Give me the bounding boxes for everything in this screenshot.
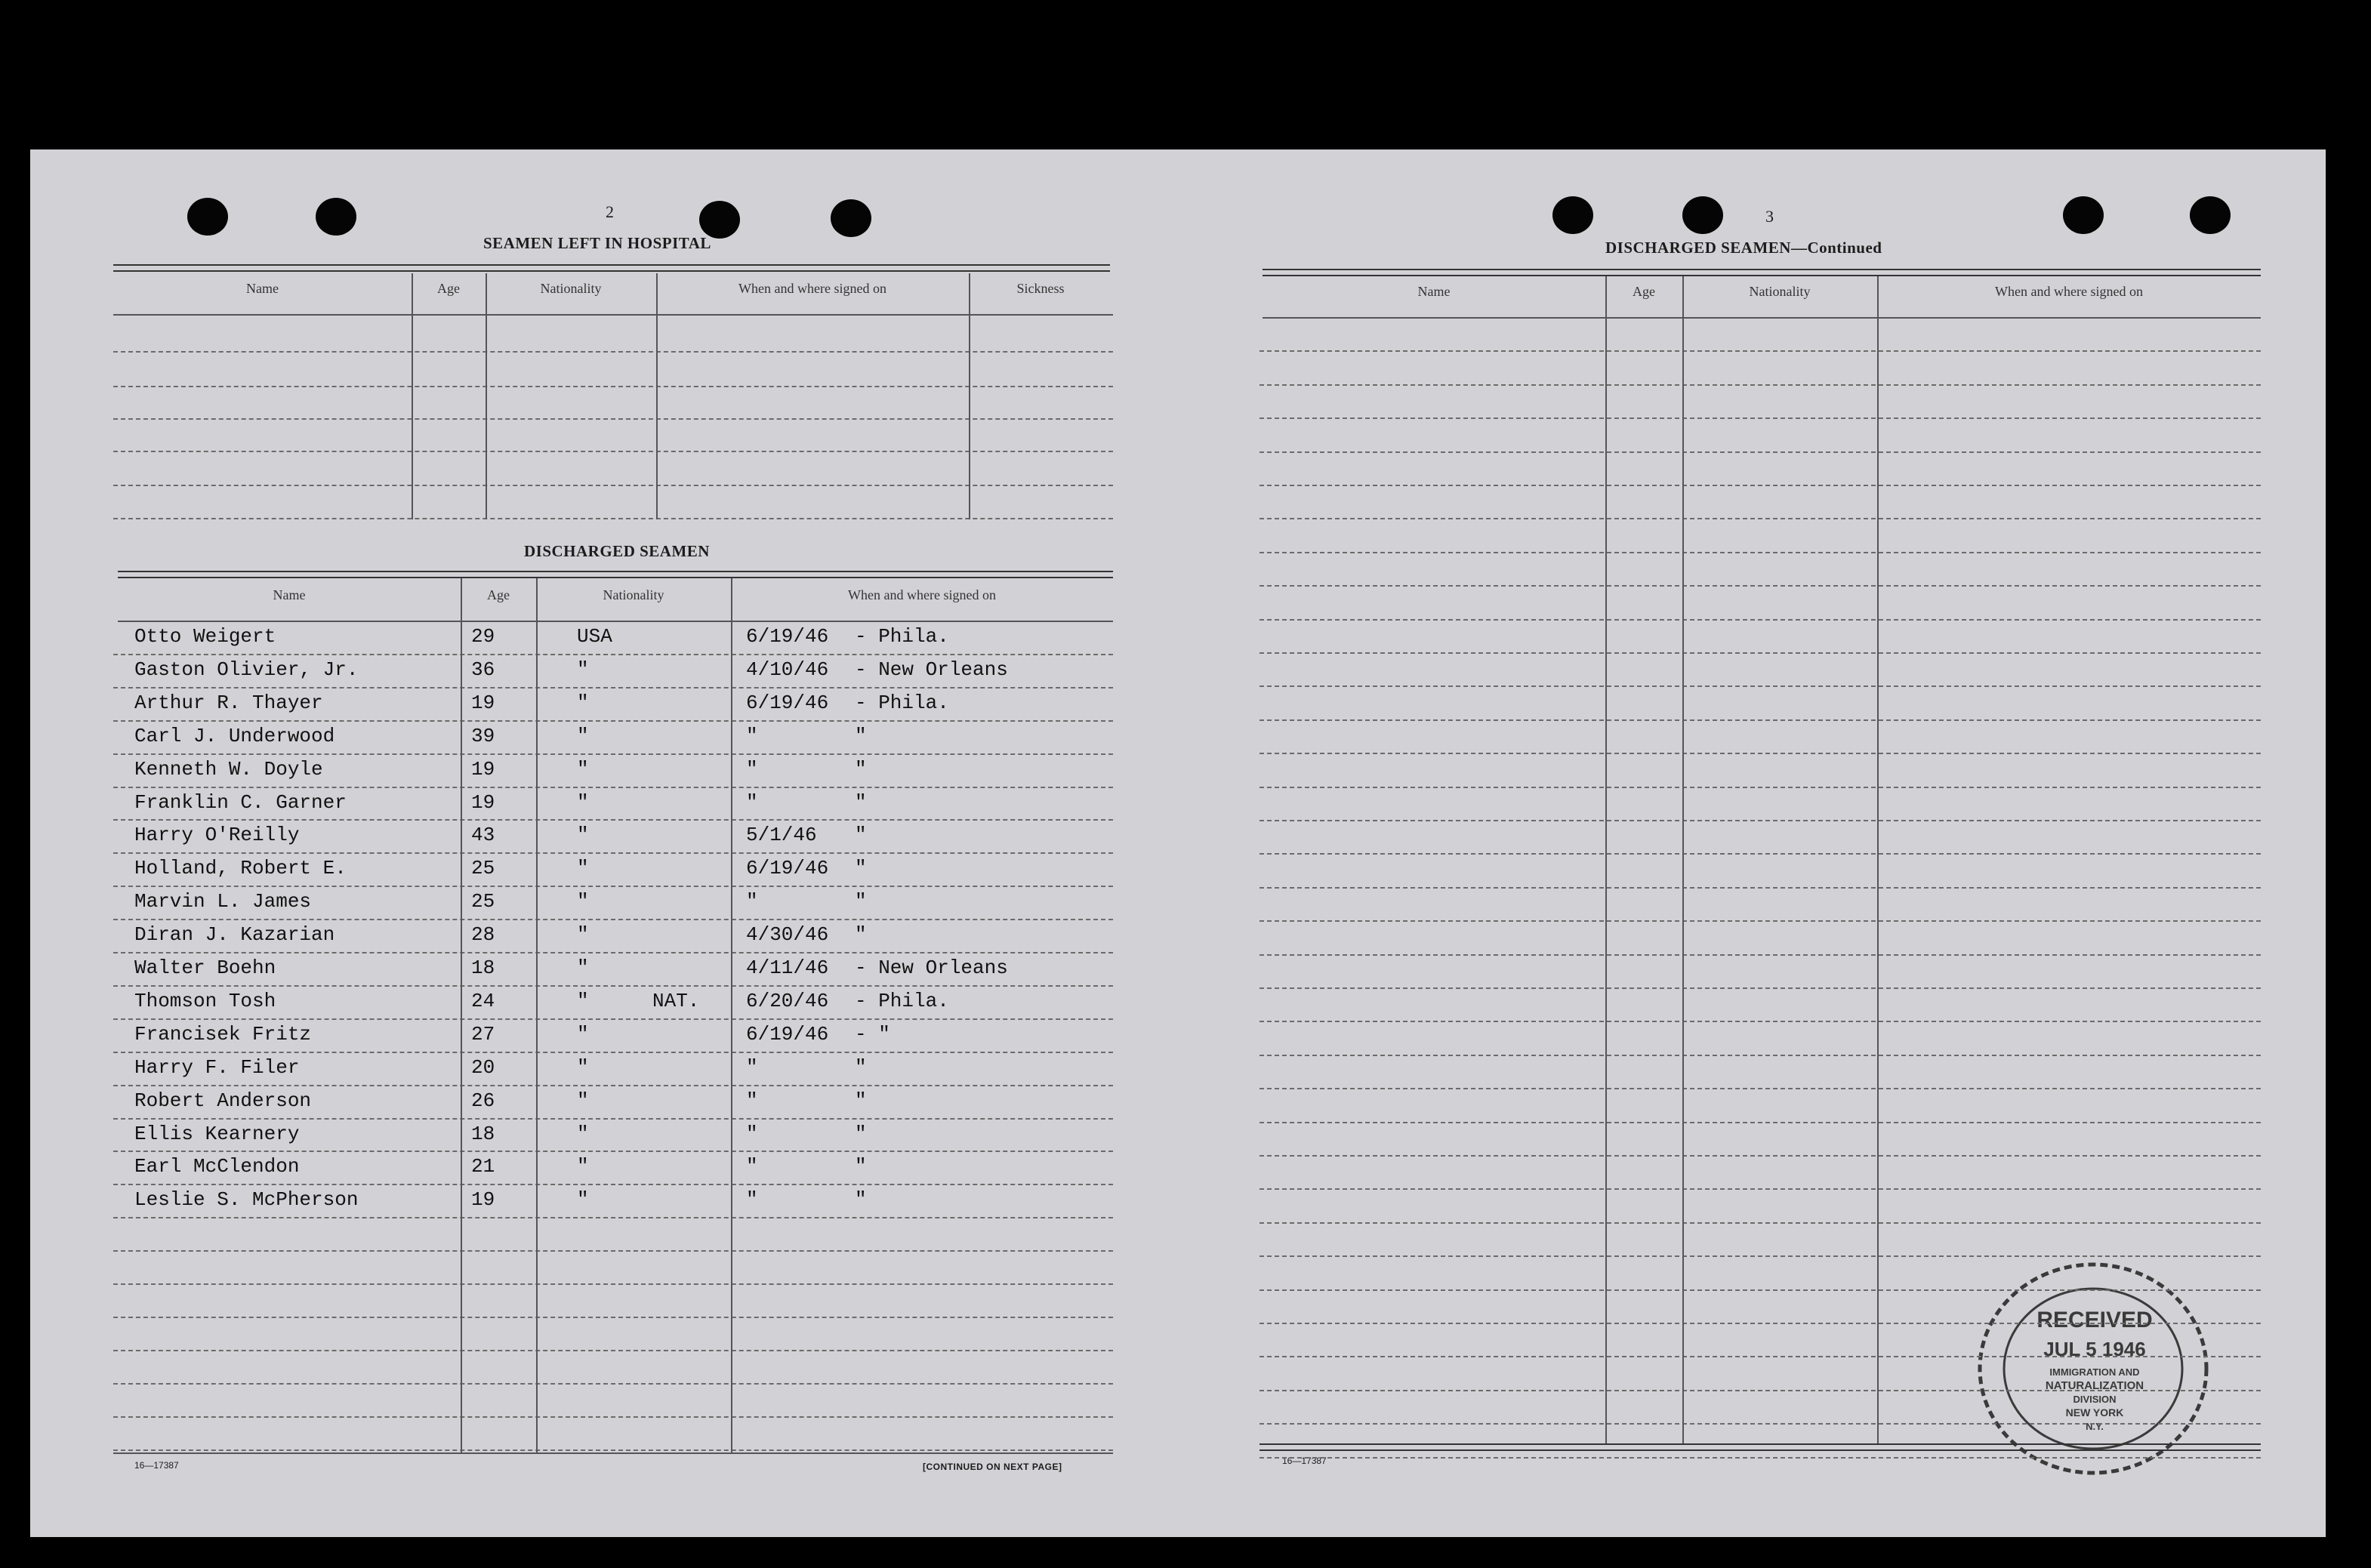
col-header-signed-on: When and where signed on <box>738 281 886 296</box>
stamp-date-text: JUL 5 1946 <box>2043 1338 2146 1360</box>
row-line <box>113 1283 1113 1285</box>
row-line <box>1259 920 2261 922</box>
row-line <box>1259 1155 2261 1157</box>
column-divider <box>656 273 658 519</box>
stamp-line-text: DIVISION <box>2073 1394 2117 1405</box>
row-date-cell: 5/1/46 <box>746 824 817 846</box>
row-line <box>113 1151 1113 1152</box>
row-line <box>1259 451 2261 453</box>
row-name-cell: Harry O'Reilly <box>134 824 300 846</box>
row-place-cell: " <box>855 791 867 814</box>
row-name-cell: Marvin L. James <box>134 890 312 913</box>
row-date-cell: " <box>746 1089 758 1112</box>
row-age-cell: 25 <box>471 857 495 879</box>
row-line <box>1259 485 2261 486</box>
row-line <box>1259 652 2261 654</box>
row-place-cell: - " <box>855 1023 890 1046</box>
row-line <box>1259 1021 2261 1022</box>
row-nationality-cell: " <box>577 1123 589 1145</box>
row-line <box>113 919 1113 920</box>
punch-hole <box>2063 196 2104 234</box>
row-line <box>1259 1222 2261 1224</box>
row-line <box>1259 787 2261 788</box>
column-divider <box>412 273 413 519</box>
col-header-name: Name <box>273 587 306 602</box>
row-line <box>113 1217 1113 1218</box>
row-name-cell: Otto Weigert <box>134 625 276 648</box>
row-line <box>113 1184 1113 1185</box>
row-date-cell: 6/19/46 <box>746 1023 829 1046</box>
punch-hole <box>831 199 871 237</box>
row-nationality-cell: " <box>577 725 589 747</box>
row-place-cell: " <box>855 758 867 781</box>
row-line <box>113 1085 1113 1086</box>
row-line <box>1259 753 2261 754</box>
row-line <box>113 985 1113 987</box>
row-nationality-cell: " <box>577 1023 589 1046</box>
row-nationality-cell: " <box>577 824 589 846</box>
row-place-cell: " <box>855 890 867 913</box>
row-line <box>1259 619 2261 621</box>
punch-hole <box>187 198 228 236</box>
row-line <box>113 1350 1113 1351</box>
row-line <box>113 1018 1113 1020</box>
row-line <box>1259 1356 2261 1357</box>
form-number: 16—17387 <box>1282 1456 1327 1466</box>
row-date-cell: " <box>746 1123 758 1145</box>
stamp-line-text: N.Y. <box>2086 1421 2104 1432</box>
row-place-cell: " <box>855 1188 867 1211</box>
row-age-cell: 26 <box>471 1089 495 1112</box>
row-age-cell: 43 <box>471 824 495 846</box>
row-name-cell: Thomson Tosh <box>134 990 276 1012</box>
row-nationality-cell: " <box>577 1188 589 1211</box>
row-line <box>1259 1188 2261 1190</box>
col-header-signed-on: When and where signed on <box>1995 284 2143 299</box>
row-date-cell: 6/19/46 <box>746 692 829 714</box>
row-name-cell: Ellis Kearnery <box>134 1123 300 1145</box>
hospital-section-title: SEAMEN LEFT IN HOSPITAL <box>483 234 711 252</box>
column-divider <box>486 273 487 519</box>
row-age-cell: 29 <box>471 625 495 648</box>
row-nationality-cell: " <box>577 1056 589 1079</box>
discharged-table-top-rule <box>118 571 1113 578</box>
page-number: 2 <box>606 202 614 221</box>
row-line <box>1259 1255 2261 1257</box>
row-line <box>113 753 1113 755</box>
row-name-cell: Francisek Fritz <box>134 1023 312 1046</box>
row-line <box>113 1118 1113 1120</box>
row-age-cell: 36 <box>471 658 495 681</box>
row-date-cell: " <box>746 758 758 781</box>
row-date-cell: 4/11/46 <box>746 957 829 979</box>
row-age-cell: 27 <box>471 1023 495 1046</box>
row-place-cell: " <box>855 923 867 946</box>
row-line <box>113 1317 1113 1318</box>
row-line <box>113 1250 1113 1252</box>
row-place-cell: - New Orleans <box>855 957 1008 979</box>
row-nationality-cell: " <box>577 890 589 913</box>
row-place-cell: - Phila. <box>855 990 949 1012</box>
row-name-cell: Carl J. Underwood <box>134 725 335 747</box>
column-divider <box>536 578 538 1452</box>
row-name-cell: Holland, Robert E. <box>134 857 347 879</box>
row-name-cell: Harry F. Filer <box>134 1056 300 1079</box>
stamp-line-text: IMMIGRATION AND <box>2049 1366 2140 1378</box>
column-divider <box>1877 276 1879 1443</box>
row-line <box>1259 1457 2261 1459</box>
row-line <box>113 518 1113 519</box>
row-line <box>1259 1122 2261 1123</box>
row-age-cell: 19 <box>471 692 495 714</box>
col-header-nationality: Nationality <box>540 281 602 296</box>
column-divider <box>969 273 970 519</box>
header-divider <box>113 314 1113 316</box>
row-age-cell: 19 <box>471 758 495 781</box>
col-header-name: Name <box>246 281 279 296</box>
row-line <box>113 819 1113 821</box>
row-line <box>1259 384 2261 386</box>
row-name-cell: Walter Boehn <box>134 957 276 979</box>
row-name-cell: Earl McClendon <box>134 1155 300 1178</box>
row-line <box>1259 585 2261 587</box>
row-date-cell: 6/20/46 <box>746 990 829 1012</box>
row-age-cell: 24 <box>471 990 495 1012</box>
row-line <box>1259 518 2261 519</box>
row-date-cell: " <box>746 725 758 747</box>
column-divider <box>1682 276 1684 1443</box>
column-divider <box>731 578 732 1452</box>
row-place-cell: " <box>855 857 867 879</box>
form-number: 16—17387 <box>134 1460 179 1471</box>
row-date-cell: " <box>746 1155 758 1178</box>
row-place-cell: " <box>855 1155 867 1178</box>
row-age-cell: 19 <box>471 1188 495 1211</box>
row-date-cell: 6/19/46 <box>746 625 829 648</box>
row-age-cell: 39 <box>471 725 495 747</box>
row-date-cell: " <box>746 1188 758 1211</box>
row-line <box>1259 820 2261 821</box>
continued-note: [CONTINUED ON NEXT PAGE] <box>923 1462 1062 1472</box>
row-nationality-cell: USA <box>577 625 612 648</box>
row-nationality-cell: " <box>577 658 589 681</box>
punch-hole <box>316 198 356 236</box>
punch-hole <box>1682 196 1723 234</box>
row-nationality-cell: " <box>577 791 589 814</box>
row-line <box>113 485 1113 486</box>
row-line <box>113 952 1113 953</box>
row-date-cell: " <box>746 791 758 814</box>
row-age-cell: 20 <box>471 1056 495 1079</box>
table-bottom-rule <box>1259 1443 2261 1451</box>
row-line <box>1259 887 2261 889</box>
stamp-received-text: RECEIVED <box>2036 1308 2153 1332</box>
row-line <box>1259 1423 2261 1425</box>
row-nationality-cell: " <box>577 1155 589 1178</box>
column-divider <box>461 578 462 1452</box>
row-line <box>113 687 1113 689</box>
punch-hole <box>2190 196 2231 234</box>
header-divider <box>1263 317 2261 319</box>
row-date-cell: " <box>746 1056 758 1079</box>
row-line <box>113 351 1113 353</box>
row-nationality-cell: " <box>577 957 589 979</box>
row-line <box>1259 1289 2261 1291</box>
row-nationality-cell: " <box>577 1089 589 1112</box>
row-line <box>113 1383 1113 1385</box>
row-line <box>113 787 1113 788</box>
row-age-cell: 28 <box>471 923 495 946</box>
table-bottom-rule <box>113 1452 1113 1454</box>
row-nationality-cell: " <box>577 758 589 781</box>
stamp-line-text: NATURALIZATION <box>2045 1379 2144 1392</box>
row-place-cell: " <box>855 725 867 747</box>
row-place-cell: - New Orleans <box>855 658 1008 681</box>
col-header-sickness: Sickness <box>1016 281 1065 296</box>
row-line <box>113 852 1113 854</box>
row-line <box>1259 987 2261 989</box>
row-name-cell: Gaston Olivier, Jr. <box>134 658 359 681</box>
row-line <box>1259 853 2261 855</box>
row-place-cell: - Phila. <box>855 692 949 714</box>
row-name-cell: Kenneth W. Doyle <box>134 758 323 781</box>
row-age-cell: 19 <box>471 791 495 814</box>
row-line <box>113 886 1113 887</box>
row-name-cell: Franklin C. Garner <box>134 791 347 814</box>
row-line <box>113 418 1113 420</box>
row-line <box>113 720 1113 722</box>
row-line <box>1259 954 2261 956</box>
row-line <box>1259 1323 2261 1324</box>
row-name-cell: Arthur R. Thayer <box>134 692 323 714</box>
row-line <box>1259 1088 2261 1089</box>
col-header-age: Age <box>437 281 460 296</box>
punch-hole <box>1552 196 1593 234</box>
row-line <box>113 1052 1113 1053</box>
row-line <box>1259 350 2261 352</box>
row-line <box>1259 719 2261 721</box>
page-title: DISCHARGED SEAMEN—Continued <box>1605 239 1882 257</box>
row-line <box>1259 1390 2261 1391</box>
row-place-cell: - Phila. <box>855 625 949 648</box>
punch-hole <box>699 201 740 239</box>
row-nationality-cell: " <box>577 857 589 879</box>
row-place-cell: " <box>855 1123 867 1145</box>
row-age-cell: 18 <box>471 1123 495 1145</box>
row-place-cell: " <box>855 824 867 846</box>
row-nationality-cell: " <box>577 692 589 714</box>
row-line <box>113 654 1113 655</box>
row-place-cell: " <box>855 1089 867 1112</box>
row-date-cell: 4/10/46 <box>746 658 829 681</box>
discharged-section-title: DISCHARGED SEAMEN <box>524 542 710 560</box>
hospital-table-top-rule <box>113 264 1110 272</box>
row-age-cell: 21 <box>471 1155 495 1178</box>
row-name-cell: Diran J. Kazarian <box>134 923 335 946</box>
page-number: 3 <box>1765 207 1774 226</box>
col-header-age: Age <box>487 587 510 602</box>
header-divider <box>118 621 1113 622</box>
right-table-top-rule <box>1263 269 2261 276</box>
row-line <box>113 1416 1113 1418</box>
row-name-cell: Leslie S. McPherson <box>134 1188 359 1211</box>
row-line <box>1259 552 2261 553</box>
row-line <box>113 451 1113 452</box>
stamp-line-text: NEW YORK <box>2065 1406 2124 1419</box>
row-name-cell: Robert Anderson <box>134 1089 312 1112</box>
row-place-cell: " <box>855 1056 867 1079</box>
row-line <box>1259 417 2261 419</box>
row-date-cell: 4/30/46 <box>746 923 829 946</box>
row-nationality-cell: " <box>577 990 589 1012</box>
row-line <box>113 386 1113 387</box>
col-header-age: Age <box>1633 284 1655 299</box>
col-header-nationality: Nationality <box>1749 284 1811 299</box>
row-line <box>113 1449 1113 1451</box>
row-nationality-cell: " <box>577 923 589 946</box>
row-line <box>1259 1055 2261 1056</box>
row-age-cell: 25 <box>471 890 495 913</box>
row-age-cell: 18 <box>471 957 495 979</box>
row-date-cell: " <box>746 890 758 913</box>
col-header-nationality: Nationality <box>603 587 664 602</box>
column-divider <box>1605 276 1607 1443</box>
col-header-signed-on: When and where signed on <box>848 587 996 602</box>
row-nationality-note-cell: NAT. <box>652 990 700 1012</box>
row-line <box>1259 685 2261 687</box>
row-date-cell: 6/19/46 <box>746 857 829 879</box>
col-header-name: Name <box>1417 284 1451 299</box>
